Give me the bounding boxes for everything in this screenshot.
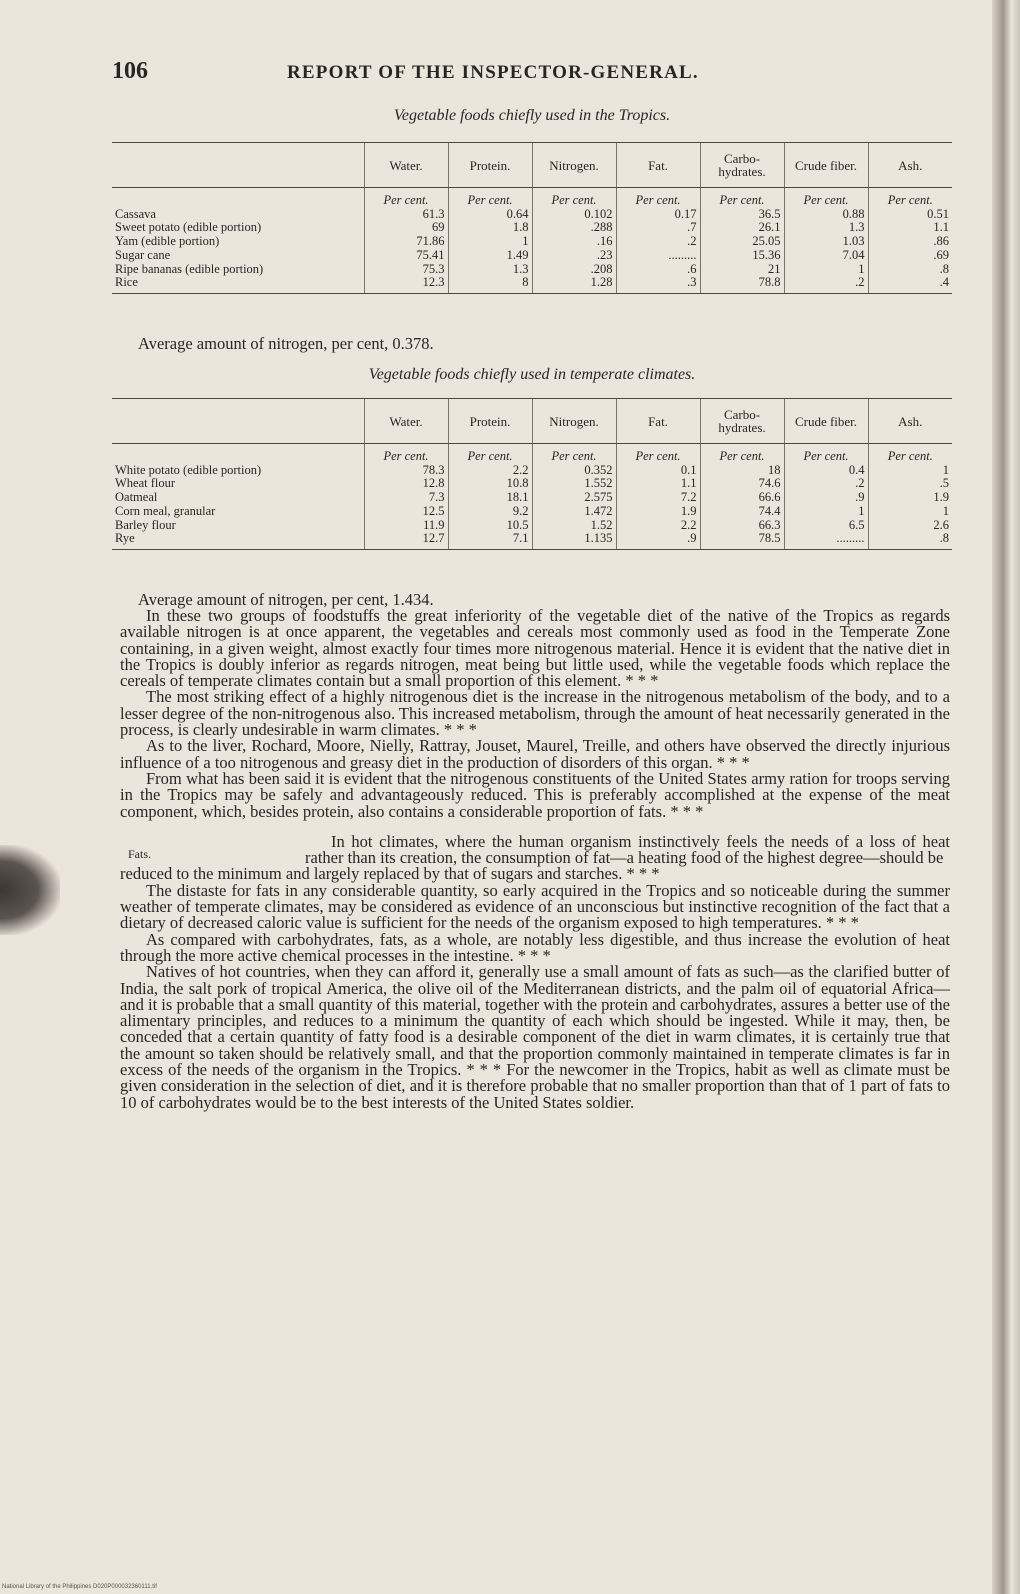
value-cell: 7.3	[364, 491, 448, 505]
value-cell: .86	[868, 235, 952, 249]
value-cell: 1.135	[532, 532, 616, 549]
unit-row-label	[112, 444, 364, 464]
paragraph: In hot climates, where the human organism instinctively feels the needs of a loss of heat rather than its creation, the consumption of fat—a heating food of the highest degree—should be	[305, 831, 950, 868]
value-cell: 6.5	[784, 519, 868, 533]
value-cell: .69	[868, 249, 952, 263]
unit-cell: Per cent.	[364, 444, 448, 464]
value-cell: 61.3	[364, 208, 448, 222]
value-cell: 0.4	[784, 464, 868, 478]
value-cell: 1	[868, 505, 952, 519]
table-header-row	[112, 143, 952, 188]
value-cell: 0.352	[532, 464, 616, 478]
fats-section	[120, 831, 950, 868]
unit-cell: Per cent.	[532, 444, 616, 464]
unit-cell: Per cent.	[700, 188, 784, 208]
table-tropics-caption: Vegetable foods chiefly used in the Tropics.	[393, 107, 671, 124]
value-cell: 0.17	[616, 208, 700, 222]
value-cell: 71.86	[364, 235, 448, 249]
value-cell: 1.1	[868, 221, 952, 235]
value-cell: 7.04	[784, 249, 868, 263]
food-name: Yam (edible portion)	[115, 234, 220, 249]
unit-cell: Per cent.	[616, 444, 700, 464]
value-cell: 1.52	[532, 519, 616, 533]
table-row	[112, 221, 952, 235]
table-temperate	[112, 398, 952, 550]
value-cell: 74.4	[700, 505, 784, 519]
unit-cell: Per cent.	[700, 444, 784, 464]
table-header-row	[112, 399, 952, 444]
column-header: Crude fiber.	[784, 143, 868, 188]
paragraph: The most striking effect of a highly nitrogenous diet is the increase in the nitrogenous metabolism of the body, and to a lesser degree of the non-nitrogenous also. This increased metabolism, through the amount of heat necessarily generated in the process, is clearly undesirable in warm climates. * * *	[120, 687, 950, 740]
value-cell: 8	[448, 276, 532, 293]
table-row	[112, 208, 952, 222]
column-header: Carbo-hydrates.	[700, 399, 784, 444]
average-nitrogen-tropics: Average amount of nitrogen, per cent, 0.378.	[138, 334, 434, 353]
column-header: Protein.	[448, 143, 532, 188]
table-row	[112, 491, 952, 505]
value-cell: 1.3	[784, 221, 868, 235]
value-cell: 1.1	[616, 477, 700, 491]
value-cell: .288	[532, 221, 616, 235]
body-text	[120, 608, 950, 1111]
unit-cell: Per cent.	[364, 188, 448, 208]
value-cell: 1.8	[448, 221, 532, 235]
value-cell: 1	[868, 464, 952, 478]
value-cell: .2	[784, 276, 868, 293]
value-cell: 25.05	[700, 235, 784, 249]
value-cell: 2.2	[616, 519, 700, 533]
value-cell: 10.8	[448, 477, 532, 491]
value-cell: 2.6	[868, 519, 952, 533]
value-cell: 66.3	[700, 519, 784, 533]
table-tropics	[112, 142, 952, 294]
value-cell: 36.5	[700, 208, 784, 222]
value-cell: 78.8	[700, 276, 784, 293]
value-cell: .23	[532, 249, 616, 263]
column-header: Protein.	[448, 399, 532, 444]
scan-footer: National Library of the Philippines D020P000032360111.tif	[2, 1584, 157, 1590]
value-cell: 1	[784, 263, 868, 277]
value-cell: 15.36	[700, 249, 784, 263]
value-cell: 9.2	[448, 505, 532, 519]
value-cell: 12.7	[364, 532, 448, 549]
value-cell: 1.03	[784, 235, 868, 249]
value-cell: 1.28	[532, 276, 616, 293]
unit-cell: Per cent.	[532, 188, 616, 208]
table-row	[112, 464, 952, 478]
value-cell: 75.41	[364, 249, 448, 263]
food-name: Sweet potato (edible portion)	[115, 220, 262, 235]
value-cell: .5	[868, 477, 952, 491]
value-cell: .7	[616, 221, 700, 235]
average-nitrogen-temperate: Average amount of nitrogen, per cent, 1.434.	[138, 590, 434, 609]
table-row	[112, 235, 952, 249]
value-cell: .........	[784, 532, 868, 549]
page-header	[112, 58, 952, 88]
food-name: Wheat flour	[115, 476, 176, 491]
value-cell: .16	[532, 235, 616, 249]
table-row	[112, 276, 952, 293]
value-cell: 18.1	[448, 491, 532, 505]
value-cell: 12.3	[364, 276, 448, 293]
food-name: Oatmeal	[115, 490, 158, 505]
header-cell-blank	[112, 143, 364, 188]
value-cell: 66.6	[700, 491, 784, 505]
value-cell: 75.3	[364, 263, 448, 277]
value-cell: .2	[616, 235, 700, 249]
food-name: Corn meal, granular	[115, 503, 216, 518]
value-cell: .9	[616, 532, 700, 549]
value-cell: 1	[784, 505, 868, 519]
value-cell: 1.3	[448, 263, 532, 277]
table-row	[112, 263, 952, 277]
value-cell: .2	[784, 477, 868, 491]
unit-row	[112, 188, 952, 208]
value-cell: 1.472	[532, 505, 616, 519]
value-cell: 0.102	[532, 208, 616, 222]
value-cell: 78.3	[364, 464, 448, 478]
column-header: Ash.	[868, 399, 952, 444]
unit-cell: Per cent.	[868, 188, 952, 208]
unit-cell: Per cent.	[448, 444, 532, 464]
value-cell: 21	[700, 263, 784, 277]
food-name: Ripe bananas (edible portion)	[115, 261, 264, 276]
table-temperate-caption: Vegetable foods chiefly used in temperate climates.	[368, 366, 696, 383]
value-cell: .8	[868, 263, 952, 277]
column-header: Water.	[364, 143, 448, 188]
paragraph: From what has been said it is evident that the nitrogenous constituents of the United States army ration for troops serving in the Tropics may be safely and advantageously reduced. This is preferably accomplished at the expense of the meat component, which, besides protein, also contains a considerable proportion of fats. * * *	[120, 768, 950, 821]
food-name: Barley flour	[115, 517, 176, 532]
value-cell: 12.5	[364, 505, 448, 519]
value-cell: .3	[616, 276, 700, 293]
column-header: Ash.	[868, 143, 952, 188]
value-cell: .208	[532, 263, 616, 277]
column-header: Nitrogen.	[532, 143, 616, 188]
unit-cell: Per cent.	[784, 444, 868, 464]
value-cell: 11.9	[364, 519, 448, 533]
unit-cell: Per cent.	[616, 188, 700, 208]
column-header: Fat.	[616, 399, 700, 444]
sidenote-fats: Fats.	[128, 846, 152, 861]
unit-row-label	[112, 188, 364, 208]
column-header: Fat.	[616, 143, 700, 188]
value-cell: 0.51	[868, 208, 952, 222]
paragraph: The distaste for fats in any considerable quantity, so early acquired in the Tropics and so noticeable during the summer weather of temperate climates, may be considered as evidence of an unconscious but instinctive recognition of the fact that a dietary of decreased caloric value is sufficient for the needs of the organism exposed to high temperatures. * * *	[120, 880, 950, 933]
value-cell: 1.9	[616, 505, 700, 519]
value-cell: .8	[868, 532, 952, 549]
table-row	[112, 477, 952, 491]
value-cell: 69	[364, 221, 448, 235]
unit-cell: Per cent.	[448, 188, 532, 208]
paragraph: In these two groups of foodstuffs the great inferiority of the vegetable diet of the native of the Tropics as regards available nitrogen is at once apparent, the vegetables and cereals most commonly used as food in the Temperate Zone containing, in a given weight, almost exactly four times more nitrogenous material. Hence it is evident that the native diet in the Tropics is doubly inferior as regards nitrogen, meat being but little used, while the vegetable foods which replace the cereals of temperate climates contain but a small proportion of this element. * * *	[120, 606, 950, 691]
value-cell: .9	[784, 491, 868, 505]
food-name: Rice	[112, 276, 364, 293]
food-name: Cassava	[115, 206, 156, 221]
running-title: REPORT OF THE INSPECTOR-GENERAL.	[287, 62, 699, 83]
unit-cell: Per cent.	[784, 188, 868, 208]
food-name: White potato (edible portion)	[115, 462, 262, 477]
table-row	[112, 249, 952, 263]
unit-cell: Per cent.	[868, 444, 952, 464]
value-cell: 12.8	[364, 477, 448, 491]
value-cell: .6	[616, 263, 700, 277]
value-cell: 26.1	[700, 221, 784, 235]
paragraph: As to the liver, Rochard, Moore, Nielly, Rattray, Jouset, Maurel, Treille, and others have observed the directly injurious influence of a too nitrogenous and greasy diet in the production of disorders of this organ. * * *	[120, 736, 950, 772]
header-cell-blank	[112, 399, 364, 444]
value-cell: 74.6	[700, 477, 784, 491]
paragraph: Natives of hot countries, when they can afford it, generally use a small amount of fats as such—as the clarified butter of India, the salt pork of tropical America, the olive oil of the Mediterranean districts, and the palm oil of equatorial Africa—and it is probable that a small quantity of this material, together with the protein and carbohydrates, assures a better use of the alimentary principles, and reduces to a minimum the quantity of each which should be ingested. While it may, then, be conceded that a certain quantity of fatty food is a desirable component of the diet in warm climates, it is certainly true that the amount so taken should be relatively small, and that the proportion commonly maintained in temperate climates is far in excess of the needs of the organism in the Tropics. * * * For the newcomer in the Tropics, habit as well as climate must be given consideration in the selection of diet, and it is therefore probable that no smaller proportion than that of 1 part of fats to 10 of carbohydrates would be to the best interests of the United States soldier.	[120, 962, 950, 1112]
value-cell: 10.5	[448, 519, 532, 533]
value-cell: 1.9	[868, 491, 952, 505]
food-name: Rye	[112, 532, 364, 549]
table-row	[112, 532, 952, 549]
scanner-thumb-shadow	[0, 845, 60, 935]
paragraph: reduced to the minimum and largely replaced by that of sugars and starches. * * *	[120, 864, 660, 884]
value-cell: .4	[868, 276, 952, 293]
value-cell: 2.575	[532, 491, 616, 505]
value-cell: 0.1	[616, 464, 700, 478]
value-cell: 7.1	[448, 532, 532, 549]
value-cell: 2.2	[448, 464, 532, 478]
value-cell: 7.2	[616, 491, 700, 505]
unit-row	[112, 444, 952, 464]
value-cell: .........	[616, 249, 700, 263]
column-header: Carbo-hydrates.	[700, 143, 784, 188]
food-name: Sugar cane	[115, 247, 171, 262]
paragraph: As compared with carbohydrates, fats, as a whole, are notably less digestible, and thus increase the evolution of heat through the more active chemical processes in the intestine. * * *	[120, 929, 950, 965]
value-cell: 1.49	[448, 249, 532, 263]
value-cell: 18	[700, 464, 784, 478]
column-header: Crude fiber.	[784, 399, 868, 444]
column-header: Nitrogen.	[532, 399, 616, 444]
page-number: 106	[112, 58, 148, 84]
column-header: Water.	[364, 399, 448, 444]
value-cell: 78.5	[700, 532, 784, 549]
value-cell: 1.552	[532, 477, 616, 491]
value-cell: 0.88	[784, 208, 868, 222]
table-row	[112, 505, 952, 519]
page-edge-shadow	[992, 0, 1020, 1594]
value-cell: 0.64	[448, 208, 532, 222]
table-row	[112, 519, 952, 533]
value-cell: 1	[448, 235, 532, 249]
